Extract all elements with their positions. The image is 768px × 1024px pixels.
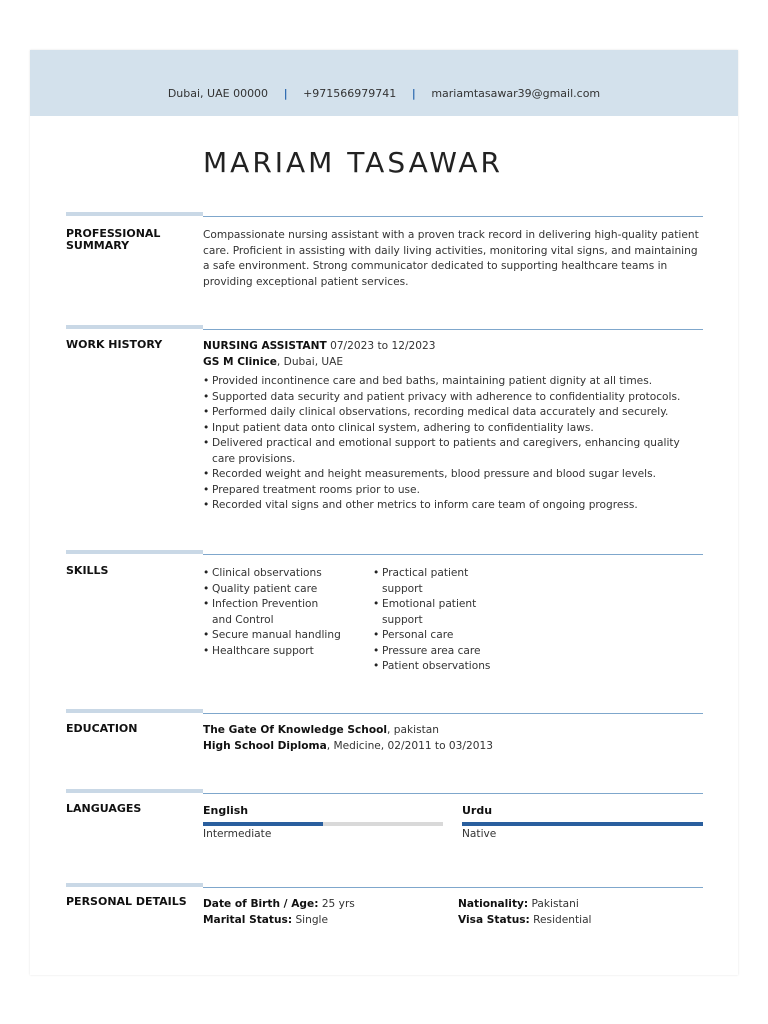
personal-details-right (458, 897, 703, 928)
language-name: English (203, 804, 249, 817)
section-divider (203, 329, 703, 330)
section-title-line: PROFESSIONAL (66, 227, 161, 240)
language-proficiency-bar (462, 822, 703, 826)
job-location: , Dubai, UAE (276, 355, 344, 368)
section-divider (203, 793, 703, 794)
list-item: • Provided incontinence care and bed baths, maintaining patient dignity at all times. (203, 374, 703, 390)
section-title-education: EDUCATION (66, 722, 138, 735)
education-degree-detail: , Medicine, 02/2011 to 03/2013 (326, 739, 493, 752)
section-divider-accent (66, 789, 203, 793)
education-degree-line (203, 739, 703, 755)
contact-email: mariamtasawar39@gmail.com (431, 87, 601, 100)
section-divider-accent (66, 212, 203, 216)
section-title-skills: SKILLS (66, 564, 109, 577)
list-item: • Quality patient care (203, 582, 353, 598)
resume-page (30, 50, 738, 975)
section-divider-accent (66, 883, 203, 887)
list-item: • Personal care (373, 628, 513, 644)
section-title-line: SUMMARY (66, 239, 130, 252)
contact-separator: | (411, 87, 416, 100)
personal-dob (203, 897, 443, 913)
list-item: • Infection Prevention and Control (203, 597, 332, 628)
list-item: • Pressure area care (373, 644, 513, 660)
skills-list (203, 566, 353, 659)
language-proficiency-bar (203, 822, 443, 826)
language-proficiency-fill (203, 822, 323, 826)
list-item: • Practical patient support (373, 566, 482, 597)
language-level: Native (462, 828, 497, 840)
contact-header (30, 50, 738, 116)
language-proficiency-fill (462, 822, 703, 826)
personal-marital-value: Single (292, 913, 329, 926)
contact-phone: +971566979741 (303, 87, 397, 100)
list-item: • Supported data security and patient privacy with adherence to confidentiality protocols. (203, 390, 703, 406)
job-employer: GS M Clinice (203, 355, 277, 368)
section-divider (203, 216, 703, 217)
section-title-work: WORK HISTORY (66, 338, 163, 351)
list-item: • Healthcare support (203, 644, 353, 660)
section-divider (203, 713, 703, 714)
list-item: • Recorded weight and height measurements, blood pressure and blood sugar levels. (203, 467, 703, 483)
candidate-name: MARIAM TASAWAR (203, 146, 504, 179)
summary-text: Compassionate nursing assistant with a proven track record in delivering high-quality patient care. Proficient in assisting with daily living activities, monitoring vital signs, and maintaining a safe environment. Strong communicator dedicated to supporting healthcare teams in providing exceptional patient services. (203, 229, 699, 288)
list-item: • Emotional patient support (373, 597, 492, 628)
list-item: • Clinical observations (203, 566, 353, 582)
personal-nationality-value: Pakistani (528, 898, 579, 910)
education-degree: High School Diploma (203, 739, 327, 752)
personal-nationality (458, 897, 703, 913)
list-item: • Recorded vital signs and other metrics to inform care team of ongoing progress. (203, 498, 703, 514)
section-divider-accent (66, 550, 203, 554)
language-level: Intermediate (203, 828, 272, 840)
section-divider (203, 554, 703, 555)
list-item: • Patient observations (373, 659, 513, 675)
job-dates: 07/2023 to 12/2023 (330, 340, 436, 352)
personal-details-left (203, 897, 443, 928)
personal-dob-label: Date of Birth / Age: (203, 898, 319, 910)
contact-separator: | (283, 87, 288, 100)
personal-visa (458, 913, 703, 929)
list-item: • Delivered practical and emotional support to patients and caregivers, enhancing quality care provisions. (203, 436, 703, 467)
section-divider-accent (66, 709, 203, 713)
personal-nationality-label: Nationality: (458, 898, 529, 910)
education-entry (203, 723, 703, 754)
education-school-line (203, 723, 703, 739)
skills-column-2 (373, 566, 513, 675)
list-item: • Prepared treatment rooms prior to use. (203, 483, 703, 499)
personal-visa-value: Residential (529, 913, 592, 926)
language-name: Urdu (462, 804, 493, 817)
personal-visa-label: Visa Status: (458, 913, 530, 926)
contact-address: Dubai, UAE 00000 (167, 87, 269, 100)
education-school: The Gate Of Knowledge School (203, 724, 388, 736)
section-title-personal: PERSONAL DETAILS (66, 895, 187, 908)
personal-marital-label: Marital Status: (203, 913, 293, 926)
work-entry (203, 339, 703, 514)
education-school-location: , pakistan (387, 724, 439, 736)
section-title-languages: LANGUAGES (66, 802, 142, 815)
language-urdu (462, 804, 703, 840)
language-english (203, 804, 443, 840)
list-item: • Secure manual handling (203, 628, 353, 644)
personal-marital (203, 913, 443, 929)
personal-dob-value: 25 yrs (318, 898, 355, 910)
skills-list (373, 566, 513, 675)
list-item: • Performed daily clinical observations, recording medical data accurately and securely. (203, 405, 703, 421)
section-divider-accent (66, 325, 203, 329)
job-employer-line (203, 355, 703, 371)
job-duties (203, 374, 703, 514)
section-title-summary (66, 228, 196, 252)
contact-line (30, 87, 738, 100)
skills-column-1 (203, 566, 353, 659)
section-divider (203, 887, 703, 888)
job-heading (203, 339, 703, 355)
job-title: NURSING ASSISTANT (203, 340, 327, 352)
list-item: • Input patient data onto clinical system, adhering to confidentiality laws. (203, 421, 703, 437)
